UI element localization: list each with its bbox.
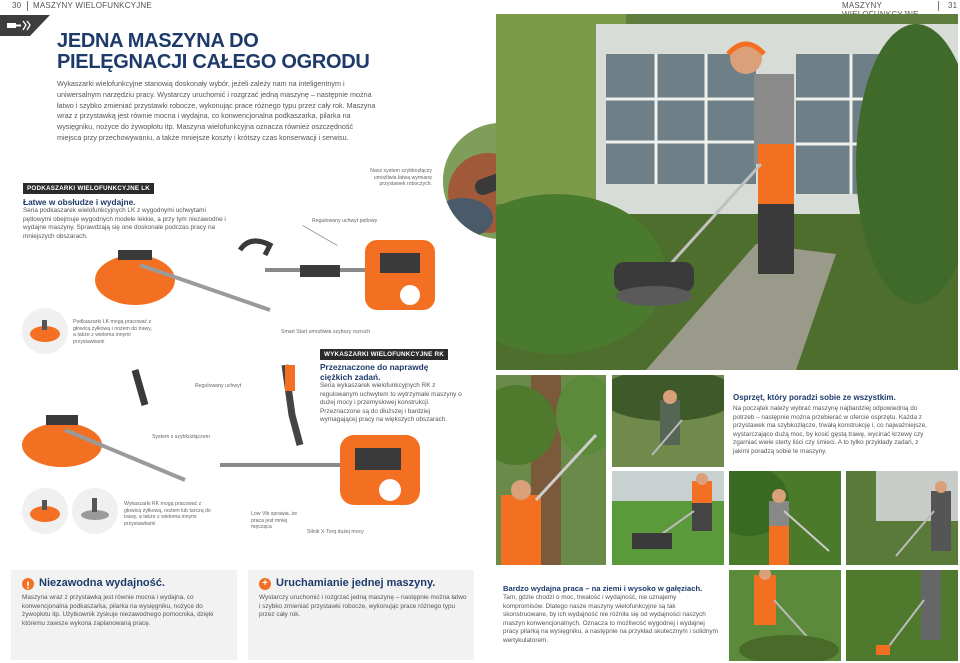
photo-edger-house [846, 471, 958, 565]
box1-body: Maszyna wraz z przystawką jest równie mocna i wydajna, co konwencjonalna podkaszarka, pilarka na wysięgniku, nożyce do żywopłotu itp. Użytkownik zyskuje niezawodnego pomocnika, dzięki któremu zawsze wykona zaplanowaną pracę. [22, 594, 214, 627]
rk-blade-thumb [72, 488, 118, 534]
rk-handle-caption: Regulowany uchwyt [195, 383, 242, 389]
lk-product-image [80, 225, 450, 325]
right-page-number: 31 [948, 1, 958, 10]
lk-heading: Łatwe w obsłudze i wydajne. [23, 197, 136, 207]
rk-section-badge: WYKASZARKI WIELOFUNKCYJNE RK [320, 349, 448, 360]
lk-trimmer-head-thumb [22, 308, 68, 354]
lk-body: Seria podkaszarek wielofunkcyjnych LK z wygodnymi uchwytami pętlowymi obejmuje wygodnych modele lekkie, a przy tym niezawodne i wydajne maszyny. Sprawdzają się one doskonale podczas pracy na mniejszych obszarach. [23, 207, 226, 240]
box1-heading: Niezawodna wydajność. [39, 577, 165, 589]
plus-icon: + [259, 578, 271, 590]
photo-edging-path [846, 570, 958, 661]
rk-product-image [10, 355, 430, 515]
title-line-2: PIELĘGNACJI CAŁEGO OGRODU [57, 51, 370, 73]
rk-quick-coupler-caption: System z szybkozłączem [152, 434, 210, 440]
lk-section-badge: PODKASZARKI WIELOFUNKCYJNE LK [23, 183, 154, 194]
accessories-body: Na początek należy wybrać maszynę najbardziej odpowiednią do potrzeb – następnie można przebierać w ofercie osprzętu. Każda z przystawek ma szybkozłącze, trwałą konstrukcję i, co najważniejsze, wystarczająco dużą moc, by kosić gęstą trawę, wycinać krzewy czy zgarniać wiele sterty liści czy śmieci. A to tylko przykłady zadań, z jakimi poradzą sobie te maszyny. [733, 405, 927, 455]
lk-quick-coupler-caption: Nasz system szybkozłączy umożliwia łatwą wymianę przystawek roboczych. [370, 168, 432, 187]
left-page-number: 30 [12, 1, 22, 10]
rk-low-vib-caption: Low Vib sprawia, że praca jest mniej męcząca [251, 511, 298, 530]
photo-brush-cutter-hillside [729, 570, 841, 661]
title-line-1: JEDNA MASZYNA DO [57, 30, 259, 52]
photo-pole-saw-tree [496, 375, 606, 565]
lk-loop-handle-caption: Regulowany uchwyt pętlowy [312, 218, 378, 224]
header-divider [938, 1, 939, 11]
left-section-title: MASZYNY WIELOFUNKCYJNE [33, 1, 152, 10]
warning-icon [22, 578, 34, 590]
accessories-heading: Osprzęt, który poradzi sobie ze wszystkim. [733, 393, 896, 402]
box2-body: Wystarczy uruchomić i rozgrzać jedną maszynę – następnie można łatwo i szybko zmieniać przystawki robocze, wykonując prace różnego typu przez cały rok. [259, 594, 467, 619]
rk-heading: Przeznaczone do naprawdę ciężkich zadań. [320, 362, 429, 382]
lk-attachments-caption: Podkaszarki LK mogą pracować z głowicą żyłkową i nożem do trawy, a także z wieloma innymi przystawkami [73, 319, 152, 345]
efficiency-body: Tam, gdzie chodzi o moc, trwałość i wydajność, nie uznajemy kompromisów. Dlatego nasze maszyny wielofunkcyjne są tak skonstruowane, by ich wydajność nie różniła się od wydajności naszych maszyn konwencjonalnych. Oznacza to możliwość wygodnej i wydajnej pracy pilarką na wysięgniku, a następnie na przykład skutecznym i solidnym wertykulatorem. [503, 594, 718, 644]
trimmer-plug-icon [7, 20, 33, 31]
box2-heading: Uruchamianie jednej maszyny. [276, 577, 436, 589]
reliable-performance-box [11, 570, 237, 660]
photo-hedge-trimmer [729, 471, 841, 565]
photo-clearing-saw-field [612, 375, 724, 467]
rk-attachments-caption: Wykaszarki RK mogą pracować z głowicą żyłkową, nożem lub tarczą do trawy, a także z wieloma innymi przystawkami [124, 501, 211, 527]
hero-photo-man-with-power-sweeper [496, 14, 958, 370]
intro-paragraph: Wykaszarki wielofunkcyjne stanowią doskonały wybór, jeżeli zależy nam na inteligentnym i uniwersalnym narzędziu pracy. Wystarczy uruchomić i rozgrzać jedną maszynę – następnie można łatwo i szybko zmieniać przystawki robocze, wykonując prace różnego typu przez cały rok. Maszyna wraz z przystawką jest równie mocna i wydajna, co konwencjonalna podkaszarka, pilarka na wysięgniku, nożyce do żywopłotu itp. Maszyna wielofunkcyjna oznacza również oszczędność miejsca przy przechowywaniu, a także mniejsze koszty i krótszy czas konserwacji i serwisu. [57, 79, 376, 142]
page-title [57, 31, 417, 73]
section-tab [0, 15, 50, 36]
photo-lawn-dethatcher [612, 471, 724, 565]
header-divider [27, 1, 28, 11]
lk-smart-start-caption: Smart Start umożliwia szybszy rozruch [281, 329, 371, 335]
rk-body: Seria wykaszarek wielofunkcyjnych RK z regulowanym uchwytem to wytrzymałe maszyny o dużej mocy i przemysłowej konstrukcji. Przeznaczone są do dłuższej i bardziej wymagającej pracy na większych obszarach. [320, 382, 462, 424]
efficiency-heading: Bardzo wydajna praca – na ziemi i wysoko w gałęziach. [503, 584, 703, 593]
right-section-title: MASZYNY [842, 1, 882, 10]
single-machine-box [248, 570, 474, 660]
rk-trimmer-head-thumb [22, 488, 68, 534]
rk-xtorq-caption: Silnik X-Torq dużej mocy [307, 529, 364, 535]
